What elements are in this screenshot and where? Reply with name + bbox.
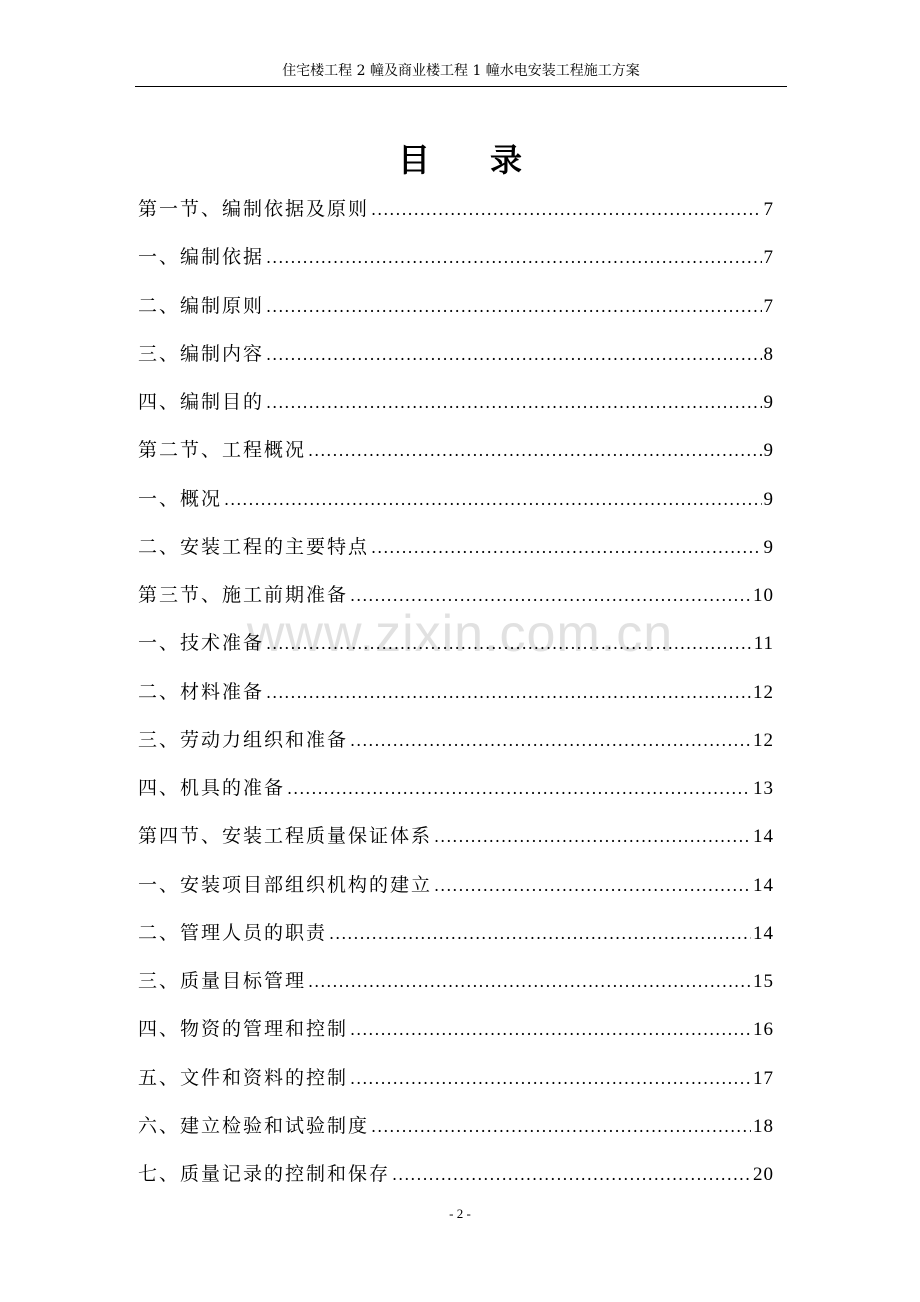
toc-entry-label: 四、编制目的 bbox=[138, 391, 265, 413]
dot-leader bbox=[308, 438, 761, 464]
toc-entry-label: 四、物资的管理和控制 bbox=[138, 1018, 349, 1041]
toc-entry-label: 三、编制内容 bbox=[138, 342, 265, 365]
watermark: www.zixin.com.cn bbox=[246, 605, 674, 663]
toc-entry[interactable] bbox=[138, 486, 774, 534]
toc-entry-page: 12 bbox=[753, 681, 774, 703]
toc-entry-label: 四、机具的准备 bbox=[138, 777, 286, 799]
toc-entry-page: 16 bbox=[753, 1019, 774, 1041]
toc-entry[interactable] bbox=[138, 968, 774, 1016]
toc-entry-page: 7 bbox=[763, 247, 774, 269]
toc-title: 目录 bbox=[397, 141, 582, 179]
toc-entry-label: 二、安装工程的主要特点 bbox=[138, 535, 370, 558]
dot-leader bbox=[371, 535, 761, 561]
dot-leader bbox=[266, 390, 761, 416]
dot-leader bbox=[266, 245, 761, 271]
toc-entry-page: 14 bbox=[753, 874, 774, 896]
toc-entry[interactable] bbox=[138, 341, 774, 389]
toc-entry[interactable] bbox=[138, 534, 774, 582]
toc-entry[interactable] bbox=[138, 582, 774, 630]
toc-entry-page: 7 bbox=[763, 199, 774, 220]
dot-leader bbox=[287, 776, 751, 802]
toc-entry-page: 9 bbox=[763, 440, 774, 462]
toc-entry-page: 9 bbox=[763, 392, 774, 413]
page-number: - 2 - bbox=[449, 1206, 471, 1221]
toc-entry-label: 第三节、施工前期准备 bbox=[138, 584, 349, 606]
table-of-contents bbox=[138, 196, 774, 1209]
toc-entry-page: 14 bbox=[753, 826, 774, 848]
toc-entry-page: 11 bbox=[753, 633, 774, 655]
dot-leader bbox=[371, 1114, 751, 1140]
dot-leader bbox=[224, 487, 761, 513]
toc-entry-label: 一、安装项目部组织机构的建立 bbox=[138, 873, 433, 896]
toc-entry-page: 18 bbox=[753, 1115, 774, 1137]
dot-leader bbox=[308, 969, 751, 995]
toc-entry-label: 二、管理人员的职责 bbox=[138, 921, 328, 944]
toc-entry[interactable] bbox=[138, 630, 774, 678]
toc-entry[interactable] bbox=[138, 775, 774, 823]
toc-entry-page: 9 bbox=[763, 536, 774, 558]
toc-entry-page: 15 bbox=[753, 971, 774, 992]
dot-leader bbox=[371, 197, 761, 223]
toc-entry-page: 9 bbox=[763, 488, 774, 510]
dot-leader bbox=[266, 294, 761, 320]
toc-entry[interactable] bbox=[138, 1161, 774, 1209]
dot-leader bbox=[350, 1066, 751, 1092]
dot-leader bbox=[266, 342, 761, 368]
toc-entry-label: 三、质量目标管理 bbox=[138, 970, 307, 992]
toc-entry-page: 8 bbox=[763, 343, 774, 365]
toc-entry[interactable] bbox=[138, 679, 774, 727]
toc-entry[interactable] bbox=[138, 727, 774, 775]
toc-entry-label: 二、材料准备 bbox=[138, 680, 265, 703]
toc-entry-label: 三、劳动力组织和准备 bbox=[138, 728, 349, 751]
toc-entry[interactable] bbox=[138, 196, 774, 244]
toc-entry[interactable] bbox=[138, 389, 774, 437]
toc-entry-page: 14 bbox=[753, 922, 774, 944]
toc-entry-label: 六、建立检验和试验制度 bbox=[138, 1114, 370, 1137]
toc-entry-page: 12 bbox=[753, 729, 774, 751]
toc-entry-label: 一、技术准备 bbox=[138, 632, 265, 655]
toc-entry[interactable] bbox=[138, 1113, 774, 1161]
toc-entry-label: 一、编制依据 bbox=[138, 246, 265, 269]
dot-leader bbox=[434, 824, 751, 850]
toc-entry-label: 一、概况 bbox=[138, 487, 223, 510]
toc-entry-page: 20 bbox=[753, 1164, 774, 1185]
toc-entry-label: 第一节、编制依据及原则 bbox=[138, 198, 370, 220]
toc-entry-label: 五、文件和资料的控制 bbox=[138, 1066, 349, 1089]
toc-entry-page: 17 bbox=[753, 1067, 774, 1089]
dot-leader bbox=[329, 921, 751, 947]
toc-entry-label: 第二节、工程概况 bbox=[138, 439, 307, 462]
toc-entry[interactable] bbox=[138, 293, 774, 341]
toc-entry[interactable] bbox=[138, 872, 774, 920]
dot-leader bbox=[392, 1162, 751, 1188]
toc-entry-label: 第四节、安装工程质量保证体系 bbox=[138, 825, 433, 848]
toc-entry[interactable] bbox=[138, 437, 774, 485]
toc-entry[interactable] bbox=[138, 920, 774, 968]
toc-entry[interactable] bbox=[138, 244, 774, 292]
dot-leader bbox=[350, 583, 751, 609]
toc-entry[interactable] bbox=[138, 1016, 774, 1064]
header-rule bbox=[135, 86, 787, 87]
toc-entry-label: 七、质量记录的控制和保存 bbox=[138, 1163, 391, 1185]
toc-entry[interactable] bbox=[138, 1065, 774, 1113]
toc-entry-page: 10 bbox=[753, 585, 774, 606]
dot-leader bbox=[266, 680, 751, 706]
toc-entry-page: 7 bbox=[763, 295, 774, 317]
dot-leader bbox=[350, 1017, 751, 1043]
toc-entry-page: 13 bbox=[753, 778, 774, 799]
dot-leader bbox=[266, 631, 752, 657]
toc-entry-label: 二、编制原则 bbox=[138, 294, 265, 317]
toc-entry[interactable] bbox=[138, 823, 774, 871]
dot-leader bbox=[434, 873, 751, 899]
running-header: 住宅楼工程 2 幢及商业楼工程 1 幢水电安装工程施工方案 bbox=[282, 63, 640, 79]
dot-leader bbox=[350, 728, 751, 754]
